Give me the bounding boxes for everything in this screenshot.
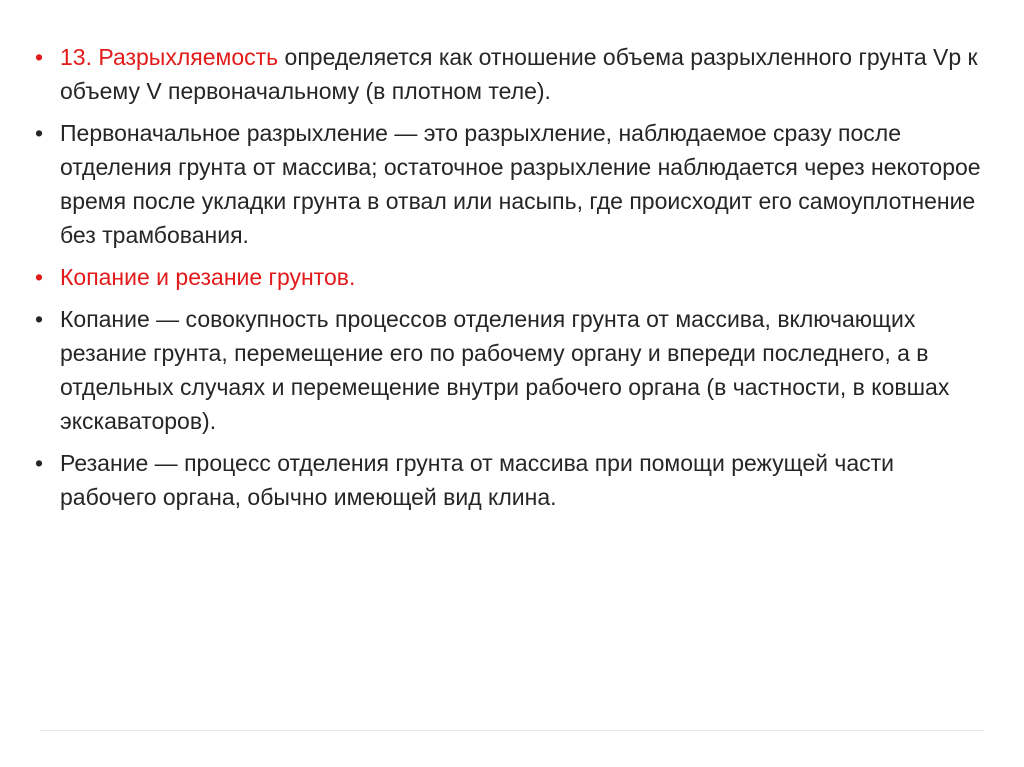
bullet-text: Копание — совокупность процессов отделения грунта от массива, включающих резание грунта, перемещение его по рабочему органу и впереди последнего, а в отдельных случаях и перемещение внутри рабочего органа (в частности, в ковшах экскаваторов). — [60, 306, 950, 434]
slide-content — [35, 40, 985, 522]
bullet-text: Первоначальное разрыхление — это разрыхление, наблюдаемое сразу после отделения грунта от массива; остаточное разрыхление наблюдается через некоторое время после укладки грунта в отвал или насыпь, где происходит его самоуплотнение без трамбования. — [60, 120, 981, 248]
bullet-text: определяется как отношение объема разрыхленного грунта Vр к объему V первоначальному (в плотном теле). — [60, 44, 978, 104]
bullet-list — [35, 40, 985, 514]
bottom-divider — [40, 730, 984, 731]
bullet-text: Резание — процесс отделения грунта от массива при помощи режущей части рабочего органа, обычно имеющей вид клина. — [60, 450, 895, 510]
term-looseness: 13. Разрыхляемость — [60, 44, 279, 70]
bullet-marker: • — [35, 306, 44, 332]
bullet-item-looseness-definition — [35, 40, 985, 108]
bullet-marker: • — [35, 44, 44, 70]
bullet-item-section-heading — [35, 260, 985, 294]
bullet-marker: • — [35, 120, 44, 146]
bullet-marker: • — [35, 450, 44, 476]
section-heading-digging-cutting: Копание и резание грунтов. — [60, 264, 356, 290]
bullet-item-cutting-definition — [35, 446, 985, 514]
bullet-item-initial-loosening — [35, 116, 985, 252]
bullet-item-digging-definition — [35, 302, 985, 438]
bullet-marker: • — [35, 264, 44, 290]
